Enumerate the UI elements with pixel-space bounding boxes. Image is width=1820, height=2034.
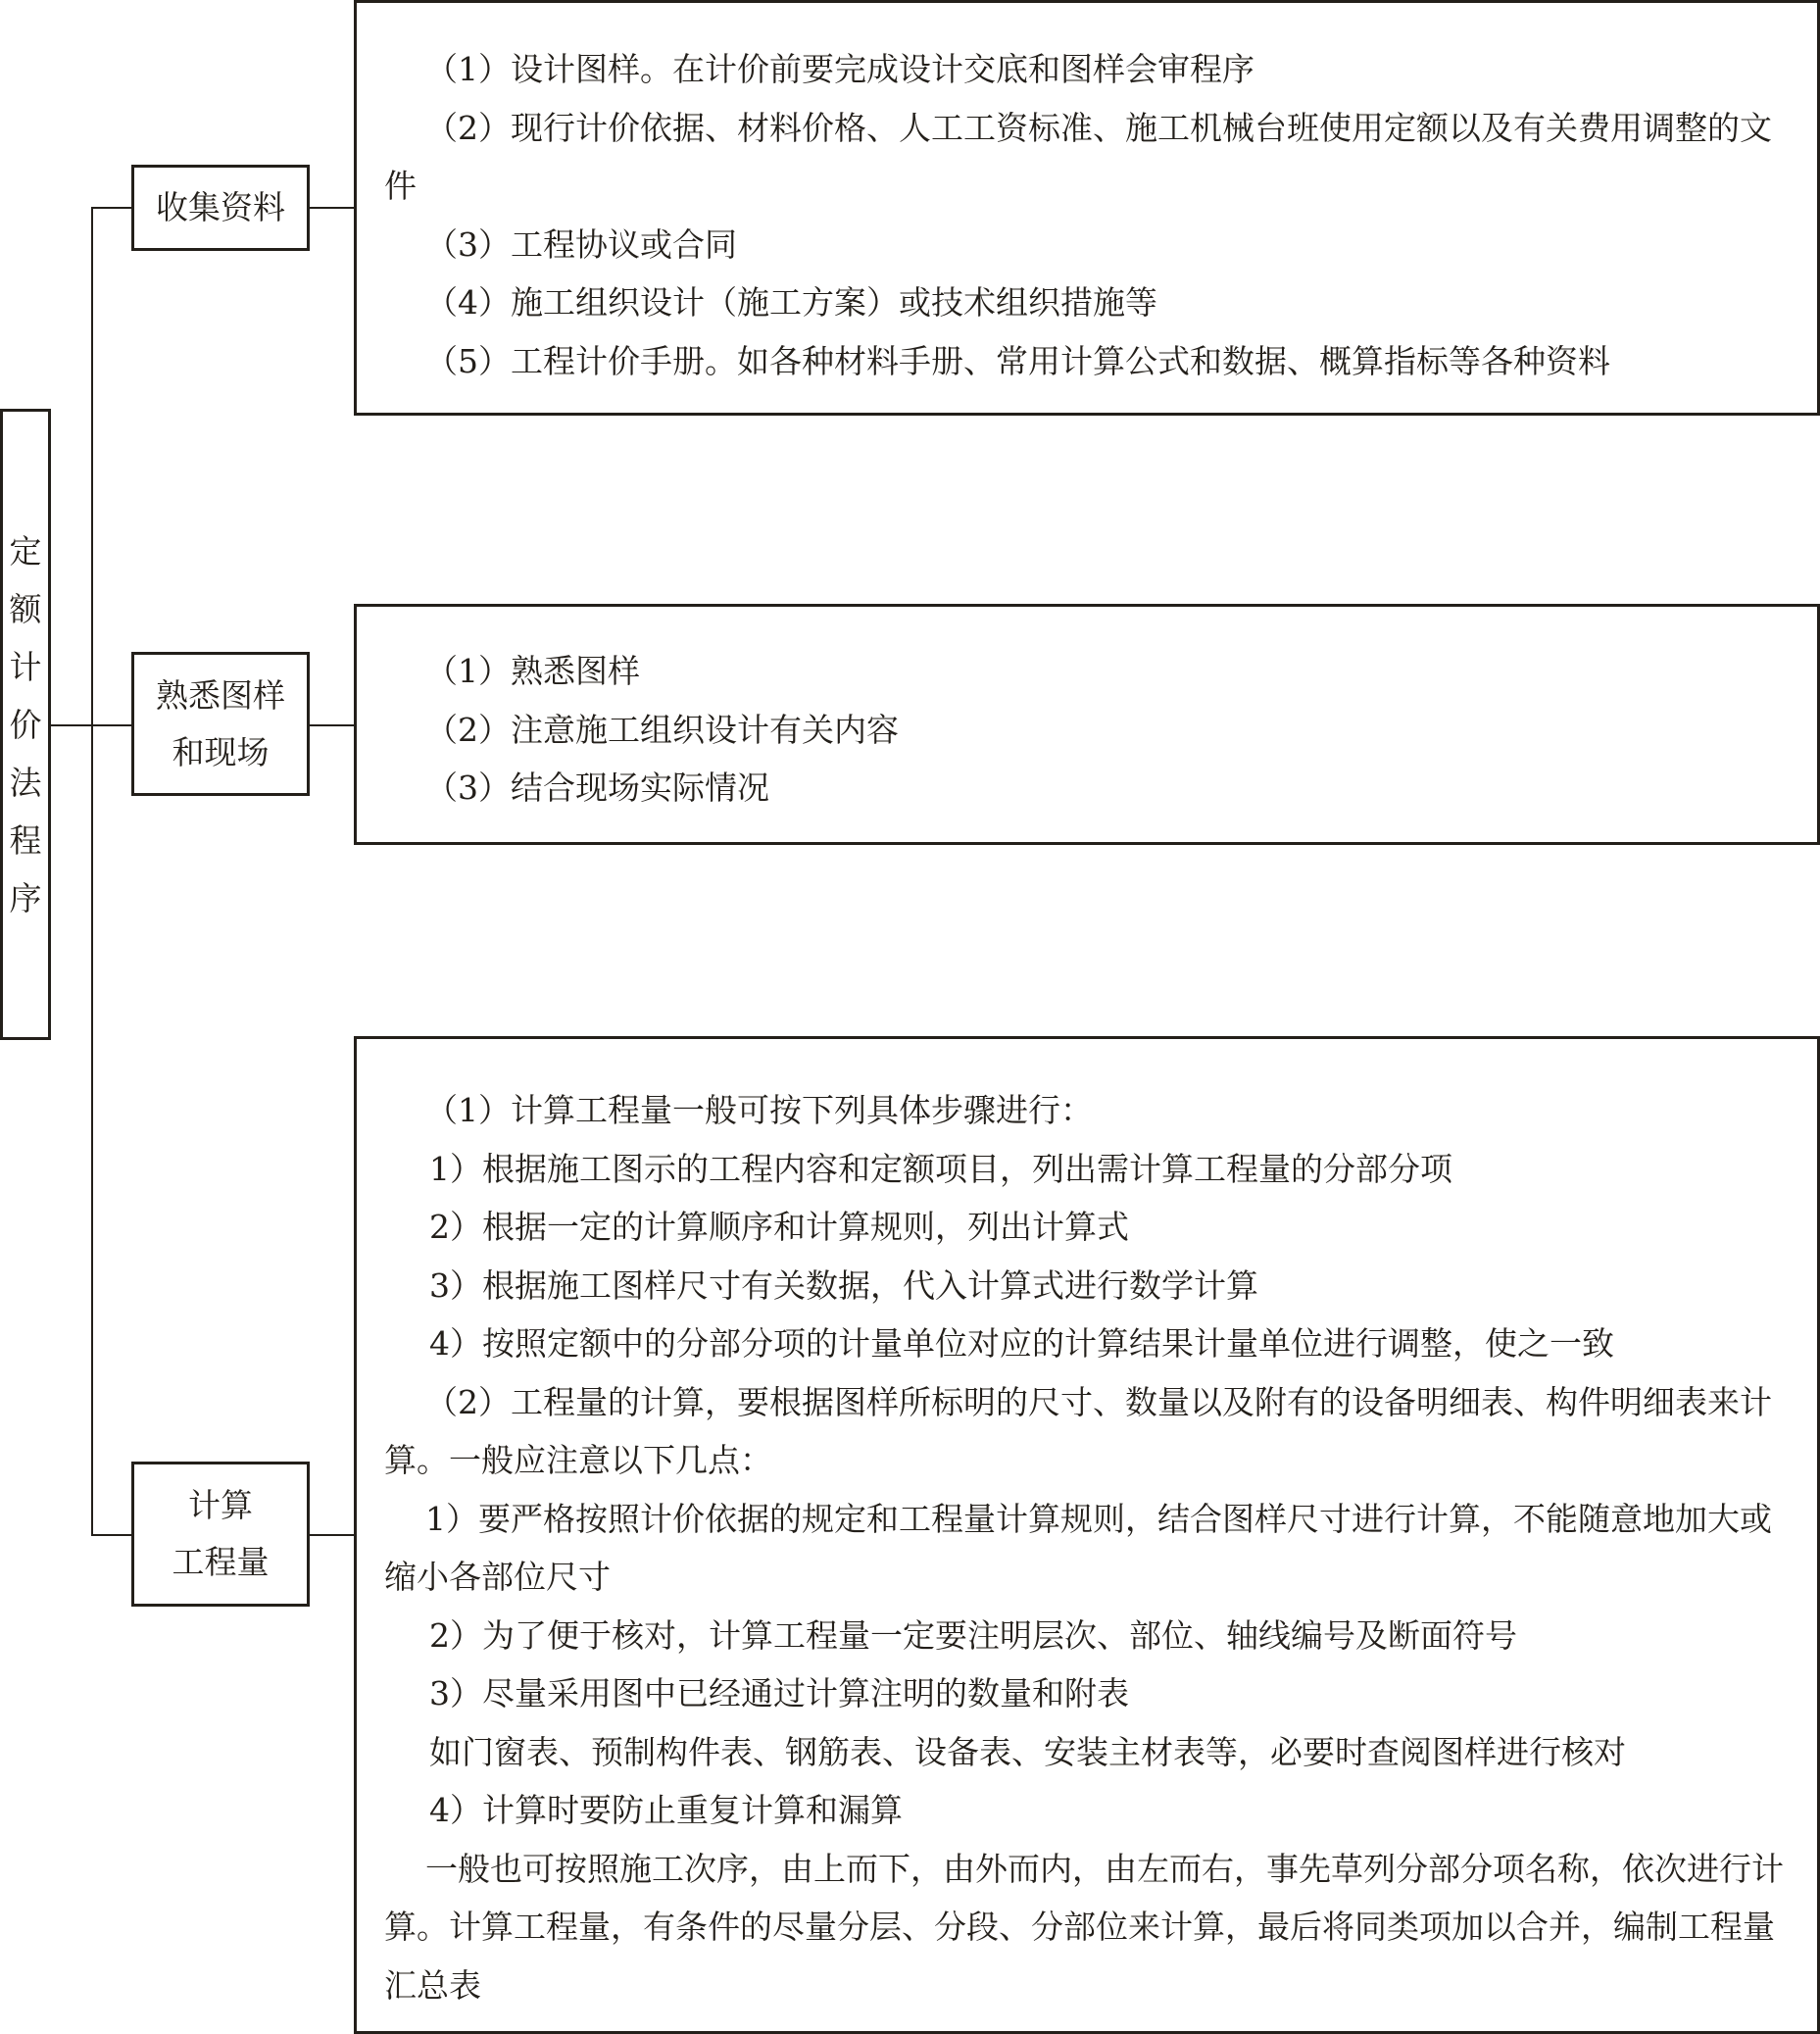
detail-item: （1）设计图样。在计价前要完成设计交底和图样会审程序: [425, 50, 1254, 88]
detail-item: 4）计算时要防止重复计算和漏算: [429, 1791, 903, 1829]
step-label: 熟悉图样 和现场: [156, 675, 285, 771]
connector-detail-3: [310, 1534, 354, 1536]
detail-item: （1）熟悉图样: [425, 652, 640, 690]
step-node-collect-materials: [131, 165, 310, 251]
detail-item: 2）为了便于核对，计算工程量一定要注明层次、部位、轴线编号及断面符号: [429, 1615, 1517, 1655]
detail-item: （3）结合现场实际情况: [425, 769, 769, 807]
connector-spine: [91, 207, 93, 1534]
detail-item: 3）根据施工图样尺寸有关数据，代入计算式进行数学计算: [429, 1265, 1258, 1305]
step-label: 计算 工程量: [172, 1486, 270, 1581]
detail-item: （2）注意施工组织设计有关内容: [425, 710, 899, 749]
detail-item: 4）按照定额中的分部分项的计量单位对应的计算结果计量单位进行调整，使之一致: [429, 1324, 1614, 1363]
connector-step-1: [91, 207, 131, 209]
detail-item: （3）工程协议或合同: [425, 224, 737, 264]
connector-root: [51, 724, 92, 726]
detail-box-calculate-quantities: [354, 1036, 1820, 2034]
detail-item: 2）根据一定的计算顺序和计算规则，列出计算式: [429, 1208, 1129, 1246]
step-node-familiarize: [131, 652, 310, 796]
detail-item: （2）现行计价依据、材料价格、人工工资标准、施工机械台班使用定额以及有关费用调整的文件: [384, 108, 1772, 205]
connector-step-2: [91, 724, 131, 726]
detail-item: 1）根据施工图示的工程内容和定额项目，列出需计算工程量的分部分项: [429, 1149, 1452, 1188]
detail-item: 一般也可按照施工次序，由上而下，由外而内，由左而右，事先草列分部分项名称，依次进行计算。计算工程量，有条件的尽量分层、分段、分部位来计算，最后将同类项加以合并，编制工程量汇总表: [384, 1849, 1784, 2005]
root-label: 定额计价法程序: [9, 531, 42, 918]
detail-item: （1）计算工程量一般可按下列具体步骤进行：: [425, 1091, 1093, 1129]
root-node: [0, 409, 51, 1040]
detail-item: 3）尽量采用图中已经通过计算注明的数量和附表: [429, 1674, 1129, 1712]
detail-item: （2）工程量的计算，要根据图样所标明的尺寸、数量以及附有的设备明细表、构件明细表来计算。一般应注意以下几点：: [384, 1382, 1772, 1479]
step-label: 收集资料: [156, 188, 285, 226]
detail-item: 如门窗表、预制构件表、钢筋表、设备表、安装主材表等，必要时查阅图样进行核对: [429, 1732, 1626, 1771]
detail-box-collect-materials: [354, 0, 1820, 416]
detail-item: （4）施工组织设计（施工方案）或技术组织措施等: [425, 283, 1157, 322]
connector-detail-2: [310, 724, 354, 726]
step-node-calculate-quantities: [131, 1462, 310, 1607]
connector-detail-1: [310, 207, 354, 209]
detail-item: 1）要严格按照计价依据的规定和工程量计算规则，结合图样尺寸进行计算，不能随意地加大或缩小各部位尺寸: [384, 1499, 1772, 1596]
detail-box-familiarize: [354, 604, 1820, 845]
detail-item: （5）工程计价手册。如各种材料手册、常用计算公式和数据、概算指标等各种资料: [425, 341, 1610, 380]
connector-step-3: [91, 1534, 131, 1536]
